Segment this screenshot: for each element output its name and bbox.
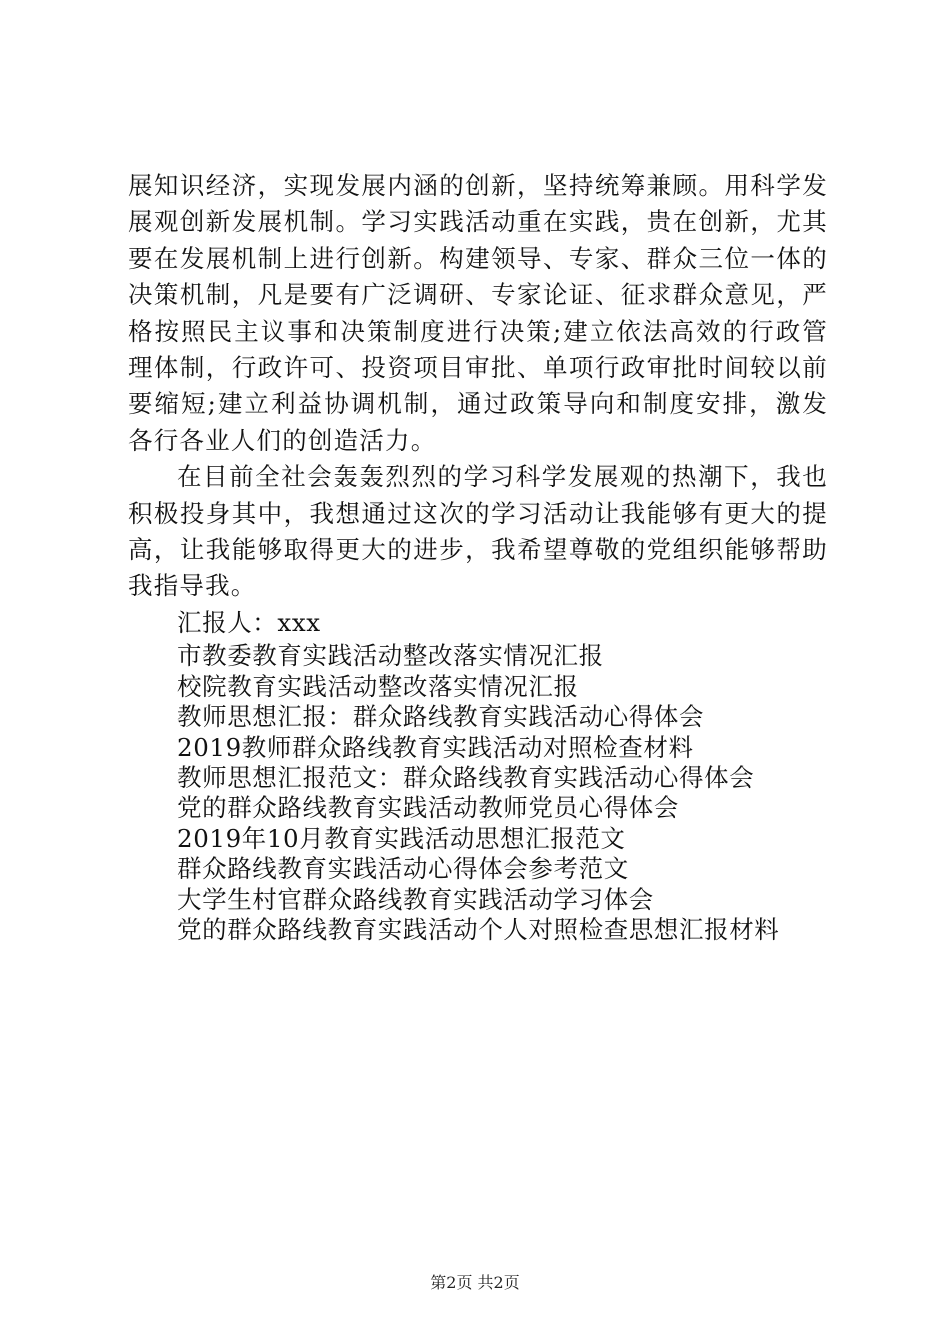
related-articles-list bbox=[128, 641, 828, 945]
signer-line: 汇报人：xxx bbox=[177, 607, 321, 637]
related-article-item: 党的群众路线教育实践活动教师党员心得体会 bbox=[177, 793, 679, 823]
related-article-item: 市教委教育实践活动整改落实情况汇报 bbox=[177, 641, 604, 671]
related-article-item: 2019教师群众路线教育实践活动对照检查材料 bbox=[177, 732, 694, 762]
related-article-item: 教师思想汇报：群众路线教育实践活动心得体会 bbox=[177, 702, 705, 732]
related-article-item: 党的群众路线教育实践活动个人对照检查思想汇报材料 bbox=[177, 914, 780, 944]
body-paragraph-1: 展知识经济，实现发展内涵的创新，坚持统筹兼顾。用科学发展观创新发展机制。学习实践活动重在实践，贵在创新，尤其要在发展机制上进行创新。构建领导、专家、群众三位一体的决策机制，凡是要有广泛调研、专家论证、征求群众意见，严格按照民主议事和决策制度进行决策;建立依法高效的行政管理体制，行政许可、投资项目审批、单项行政审批时间较以前要缩短;建立利益协调机制，通过政策导向和制度安排，激发各行各业人们的创造活力。 bbox=[128, 171, 828, 455]
related-article-item: 校院教育实践活动整改落实情况汇报 bbox=[177, 671, 579, 701]
related-article-item: 群众路线教育实践活动心得体会参考范文 bbox=[177, 854, 629, 884]
related-article-item: 教师思想汇报范文：群众路线教育实践活动心得体会 bbox=[177, 762, 755, 792]
related-article-item: 大学生村官群众路线教育实践活动学习体会 bbox=[177, 884, 654, 914]
body-paragraph-2: 在目前全社会轰轰烈烈的学习科学发展观的热潮下，我也积极投身其中，我想通过这次的学习活动让我能够有更大的提高，让我能够取得更大的进步，我希望尊敬的党组织能够帮助我指导我。 bbox=[128, 462, 828, 601]
related-article-item: 2019年10月教育实践活动思想汇报范文 bbox=[177, 823, 626, 853]
document-body bbox=[128, 168, 828, 945]
page-footer: 第2页 共2页 bbox=[430, 1273, 520, 1292]
